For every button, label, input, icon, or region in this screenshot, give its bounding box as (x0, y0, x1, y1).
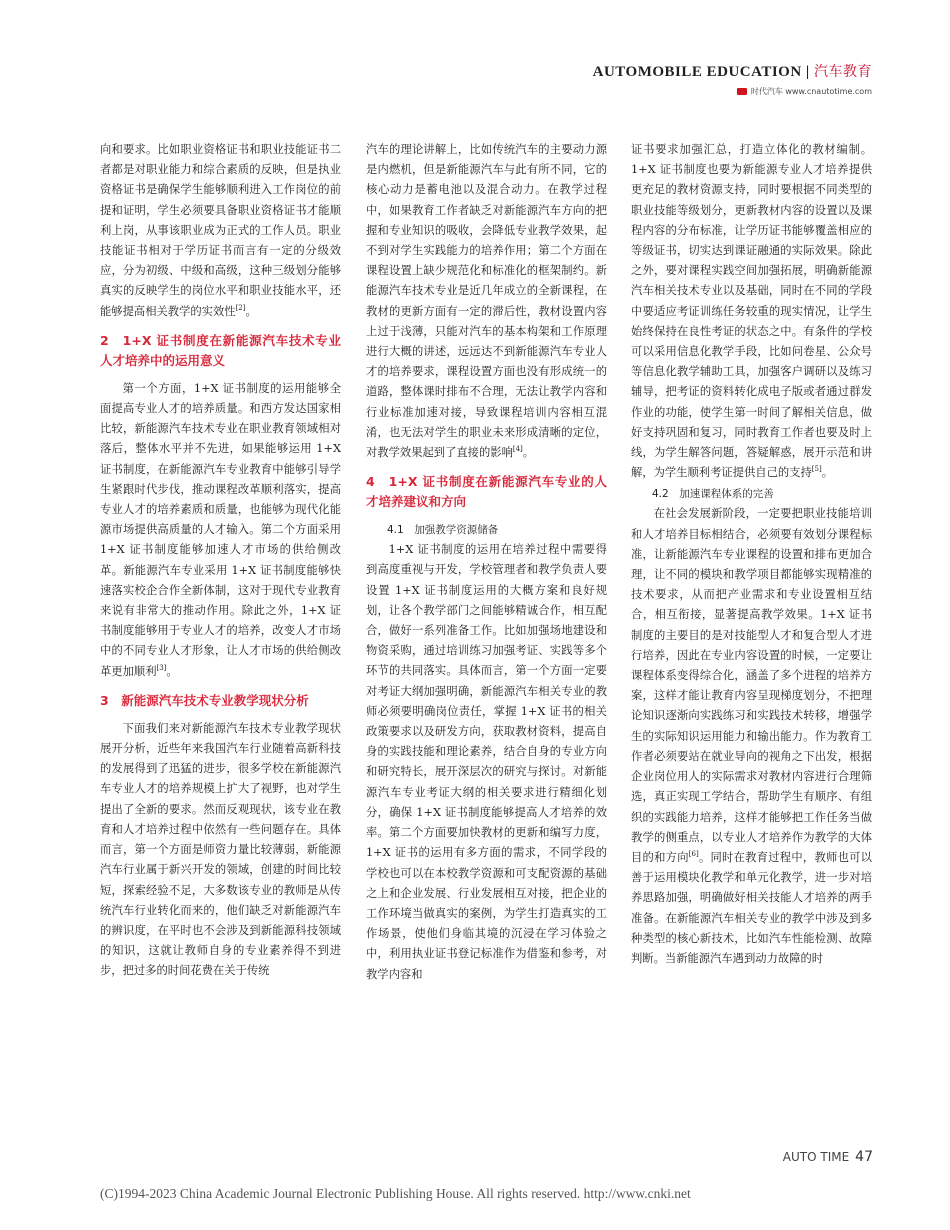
paragraph-text: 证书要求加强汇总，打造立体化的教材编制。1+X 证书制度也要为新能源专业人才培养提供更充足的教材资源支持，同时要根据不同类型的职业技能等级划分，更新教材内容的设置以及课程内容的分布标准，让学历证书能够覆盖相应的等级证书，切实达到课证融通的实际效果。除此之外，要对课程实践空间加强拓展，明确新能源汽车相关技术专业以及基础，同时在不同的学段中要适应考证训练任务较重的现实情况，让学生始终保持在良性考证的状态之中。有条件的学校可以采用信息化教学手段，比如问卷星、公众号等信息化教学辅助工具，加强客户调研以及练习辅导，把考证的资料转化成电子版或者通过群发作业的功能，使学生第一时间了解相关信息，做好支持巩固和复习，同时教育工作者也要及时上线，为学生解答问题，答疑解惑，展开示范和讲解，为学生顺利考证提供自己的支持 (631, 143, 872, 480)
paragraph-text: 。 (245, 304, 257, 318)
paragraph: 下面我们来对新能源汽车技术专业教学现状展开分析，近些年来我国汽车行业随着高新科技的发展得到了迅猛的进步，很多学校在新能源汽车专业人才的培养规模上扩大了视野，也对学生提出了全新的要求。然而反观现状，该专业在教育和人才培养过程中依然有一些问题存在。具体而言，第一个方面是师资力量比较薄弱，新能源汽车行业属于新兴开发的领域，创建的时间比较短，探索经验不足，大多数该专业的教师是从传统汽车行业转化而来的，他们缺乏对新能源汽车的辨识度，在平时也不会涉及到新能源科技领域的知识，这就让教师自身的专业素养得不到进步，把过多的时间花费在关于传统 (100, 721, 341, 978)
paragraph-text: 。 (821, 466, 833, 480)
paragraph-text: 同时在教育过程中，教师也可以善于运用模块化教学和单元化教学，进一步对培养思路加强，明确做好相关技能人才培养的两手准备。在新能源汽车相关专业的教学中涉及到多种类型的核心新技术，比如汽车性能检测、故障判断。当新能源汽车遇到动力故障的时 (631, 850, 872, 965)
page-number: 47 (855, 1149, 873, 1165)
header-subtitle-text: 时代汽车 www.cnautotime.com (750, 87, 872, 96)
section-heading-2: 2 1+X 证书制度在新能源汽车技术专业人才培养中的运用意义 (100, 332, 341, 368)
paragraph-text: 。 (698, 850, 711, 864)
text-column-1 (100, 140, 341, 982)
paragraph-text: 。 (522, 446, 535, 460)
paragraph: 1+X 证书制度的运用在培养过程中需要得到高度重视与开发，学校管理者和教学负责人要设置 1+X 证书制度运用的大概方案和良好规划，让各个教学部门之间能够精诚合作，相互配合，做好一系列准备工作。比如加强场地建设和物资采购，通过培训练习加强考证、实践等多个环节的共同落实。具体而言，第一个方面一定要对考证大纲加强明确，新能源汽车相关专业的教师必须要明确岗位责任，掌握 1+X 证书的相关政策要求以及研发方向，获取教材资料，提高自身的实践技能和理论素养，结合自身的专业方向和研究特长，展开深层次的研究与探讨。对新能源汽车专业考证大纲的相关要求进行精细化划分，确保 1+X 证书制度能够提高人才培养的效率。第二个方面要加快教材的更新和编写力度，1+X 证书的运用有多方面的需求，不同学段的学校也可以在本校教学资源和可支配资源的基础之上和企业发展、行业发展相互对接，把企业的工作环境当做真实的案例，为学生打造真实的工作场景，使他们身临其境的沉浸在学习体验之中，利用执业证书登记标准作为借鉴和参考，对教学内容和 (366, 543, 607, 981)
text-column-3 (631, 140, 872, 969)
header-title-cn: 汽车教育 (814, 64, 872, 80)
paragraph-text: 。 (166, 664, 178, 678)
section-heading-3: 3 新能源汽车技术专业教学现状分析 (100, 692, 309, 708)
mail-icon (737, 88, 747, 95)
journal-header-title (593, 61, 872, 81)
paragraph-text: 向和要求。比如职业资格证书和职业技能证书二者都是对职业能力和综合素质的反映，但是执业资格证书是确保学生能够顺利进入工作岗位的前提和证明，学生必须要具备职业资格证书才能顺利上岗，从事该职业成为正式的工作人员。职业技能证书相对于学历证书而言有一定的分级效应，分为初级、中级和高级，这种三级划分能够真实的反映学生的岗位水平和职业技能水平，还能够提高相关教学的实效性 (100, 143, 341, 318)
paragraph (100, 379, 341, 682)
paragraph-text: 在社会发展新阶段，一定要把职业技能培训和人才培养目标相结合，必须要有效划分课程标准，让新能源汽车专业课程的设置和排布更加合理，让不同的模块和教学项目都能够实现精准的技术要求，从而把产业需求和专业设置相互结合，相互衔接，显著提高教学效果。1+X 证书制度的主要目的是对技能型人才和复合型人才进行培养，因此在专业内容设置的时候，一定要让课程体系变得综合化，涵盖了多个进程的培养方案，这样才能让教育内容呈现梯度划分，不把理论知识逐渐向实践练习和实践技术转移，增强学生的实际知识运用能力和输出能力。作为教育工作者必须要站在就业导向的视角之下出发，根据企业岗位用人的实际需求对教材内容进行合理筛选，真正实现工学结合，帮助学生有顺序、有组织的实践能力培养，这样才能够把工作任务当做教学的侧重点，以专业人才培养作为教学的大体目的和方向 (631, 507, 872, 864)
paragraph-text: 第一个方面，1+X 证书制度的运用能够全面提高专业人才的培养质量。和西方发达国家相比较，新能源汽车技术专业在职业教育领域相对落后，整体水平并不先进，如果能够运用 1+X 证书制度，在新能源汽车专业教育中能够引导学生紧跟时代步伐，推动课程改革顺利落实，提高专业人才的培养素质和质量，也能够为现代化能源市场提供高质量的人才输入。第二个方面采用 1+X 证书制度能够加速人才市场的供给侧改革。新能源汽车专业采用 1+X 证书制度能够快速落实校企合作全新体制，这对于现代专业教育来说有非常大的推动作用。除此之外，1+X 证书制度能够用于专业人才的培养，改变人才市场中的不同专业人才形象，让人才市场的供给侧改革更加顺利 (100, 381, 341, 678)
text-column-2 (366, 140, 607, 985)
subsection-heading-4-2: 4.2 加速课程体系的完善 (652, 488, 774, 501)
reference-marker[interactable]: [5] (811, 465, 822, 474)
paragraph-text: 汽车的理论讲解上，比如传统汽车的主要动力源是内燃机，但是新能源汽车与此有所不同，它的核心动力是蓄电池以及混合动力。在教学过程中，如果教育工作者缺乏对新能源汽车方向的把握和专业知识的吸收，会降低专业教学效果，起不到对学生实践能力的培养作用；第二个方面在课程设置上缺少规范化和标准化的框架制约。新能源汽车技术专业是近几年成立的全新课程，在教材的更新方面有一定的滞后性，教材设置内容上过于浅薄，只能对汽车的基本构架和工作原理进行大概的讲述，远远达不到新能源汽车专业人才的培养要求，课程设置方面也没有形成统一的道路，整体课时排布不合理，无法让教学内容和行业标准加速对接，导致课程培训内容相互混淆，也无法对学生的职业未来形成清晰的定位，对教学效果起到了直接的影响 (366, 143, 607, 460)
reference-marker[interactable]: [6] (688, 850, 699, 859)
header-title-en: AUTOMOBILE EDUCATION | (592, 64, 814, 80)
journal-header-subtitle (737, 86, 872, 97)
paragraph (366, 140, 607, 463)
copyright-notice: (C)1994-2023 China Academic Journal Electronic Publishing House. All rights reserved. http://www.cnki.net (100, 1186, 691, 1201)
section-heading-4: 4 1+X 证书制度在新能源汽车专业的人才培养建议和方向 (366, 474, 607, 510)
reference-marker[interactable]: [4] (512, 445, 523, 454)
paragraph (631, 140, 872, 483)
reference-marker[interactable]: [2] (235, 303, 246, 312)
subsection-heading-4-1: 4.1 加强教学资源储备 (387, 524, 499, 537)
reference-marker[interactable]: [3] (156, 663, 167, 672)
footer-journal: AUTO TIME (782, 1150, 850, 1164)
page-footer (783, 1149, 873, 1165)
paragraph (100, 140, 341, 322)
paragraph (631, 504, 872, 969)
